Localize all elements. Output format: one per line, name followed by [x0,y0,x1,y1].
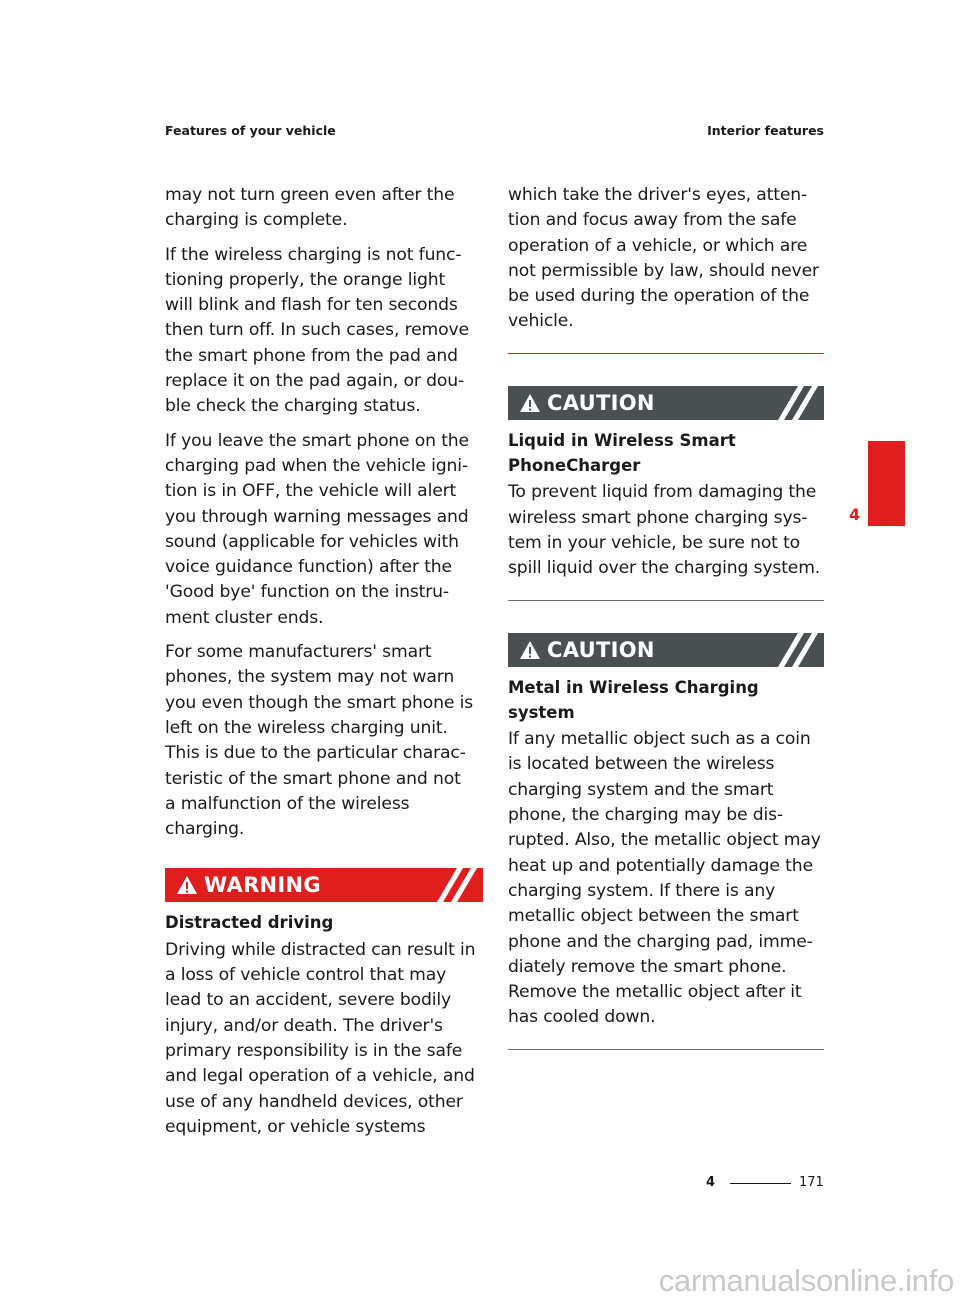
text-line: phone and the charging pad, imme- [508,931,813,952]
caution-body [508,727,824,1031]
warning-end-rule [508,353,824,354]
text-line: has cooled down. [508,1007,656,1028]
text-line: a malfunction of the wireless [165,793,410,814]
text-line: then turn off. In such cases, remove [165,320,469,341]
text-line: sound (applicable for vehicles with [165,531,459,552]
text-line: replace it on the pad again, or dou- [165,371,465,392]
text-line: and legal operation of a vehicle, and [165,1066,475,1087]
text-line: metallic object between the smart [508,906,799,927]
caution-label: CAUTION [547,390,655,415]
text-line: you even though the smart phone is [165,692,474,713]
text-line: charging system. If there is any [508,880,776,901]
warning-body-continued [508,183,824,335]
text-line: injury, and/or death. The driver's [165,1015,443,1036]
text-line: be used during the operation of the [508,286,810,307]
text-line: vehicle. [508,311,574,332]
text-line: is located between the wireless [508,754,775,775]
text-line: tem in your vehicle, be sure not to [508,532,801,553]
warning-triangle-icon [176,875,198,895]
footer-page-number: 171 [799,1175,824,1190]
text-line: tion and focus away from the safe [508,210,797,231]
text-line: charging is complete. [165,210,348,231]
text-line: This is due to the particular charac- [165,743,466,764]
text-line: If you leave the smart phone on the [165,430,469,451]
text-line: To prevent liquid from damaging the [508,482,817,503]
body-paragraph [165,429,483,631]
caution-body [508,480,824,581]
text-line: equipment, or vehicle systems [165,1116,426,1137]
text-line: For some manufacturers' smart [165,642,432,663]
banner-slash-decoration [764,386,824,420]
warning-label: WARNING [204,873,321,898]
banner-slash-decoration [423,868,483,902]
text-line: charging. [165,819,245,840]
footer-chapter-number: 4 [706,1175,716,1190]
caution-banner-1 [508,386,824,420]
left-column [165,183,483,1149]
text-line: voice guidance function) after the [165,557,452,578]
text-line: If any metallic object such as a coin [508,729,811,750]
text-line: heat up and potentially damage the [508,855,813,876]
text-line: If the wireless charging is not func- [165,244,462,265]
warning-triangle-icon [519,393,541,413]
caution-title [508,675,824,726]
text-line: teristic of the smart phone and not [165,768,461,789]
warning-banner [165,868,483,902]
body-paragraph [165,183,483,234]
caution-label: CAUTION [547,637,655,662]
caution-title [508,428,824,479]
text-line: primary responsibility is in the safe [165,1040,463,1061]
page-header-right: Interior features [707,123,824,138]
text-line: tion is in OFF, the vehicle will alert [165,481,457,502]
text-line: you through warning messages and [165,506,469,527]
text-line: may not turn green even after the [165,185,455,205]
text-line: spill liquid over the charging system. [508,558,821,579]
text-line: Driving while distracted can result in [165,939,476,960]
warning-triangle-icon [519,640,541,660]
watermark-text: carmanualsonline.info [658,1263,954,1298]
text-line: wireless smart phone charging sys- [508,507,808,528]
banner-slash-decoration [764,633,824,667]
text-line: Charger [566,456,641,476]
body-paragraph [165,243,483,420]
text-line: rupted. Also, the metallic object may [508,830,821,851]
page-header-left: Features of your vehicle [165,123,336,138]
right-column [508,183,824,1050]
text-line: 'Good bye' function on the instru- [165,582,449,603]
body-paragraph [165,640,483,842]
chapter-side-tab-number: 4 [849,505,861,524]
text-line: charging pad when the vehicle igni- [165,455,468,476]
text-line: Liquid in Wireless Smart Phone [508,430,736,476]
text-line: Metal in Wireless Charging system [508,677,759,722]
text-line: lead to an accident, severe bodily [165,990,452,1011]
text-line: diately remove the smart phone. [508,956,787,977]
footer-divider [730,1183,791,1184]
text-line: Remove the metallic object after it [508,982,802,1003]
text-line: a loss of vehicle control that may [165,965,447,986]
text-line: left on the wireless charging unit. [165,717,448,738]
text-line: which take the driver's eyes, atten- [508,185,808,205]
chapter-side-tab [868,441,905,526]
text-line: operation of a vehicle, or which are [508,235,808,256]
caution-end-rule [508,1049,824,1050]
text-line: ble check the charging status. [165,396,421,417]
caution-end-rule [508,600,824,601]
text-line: phones, the system may not warn [165,667,455,688]
text-line: not permissible by law, should never [508,260,819,281]
warning-body [165,938,483,1140]
text-line: tioning properly, the orange light [165,269,446,290]
caution-banner-2 [508,633,824,667]
text-line: charging system and the smart [508,779,774,800]
left-paragraphs [165,183,483,842]
text-line: will blink and flash for ten seconds [165,295,458,316]
text-line: the smart phone from the pad and [165,345,458,366]
warning-title: Distracted driving [165,913,334,933]
text-line: use of any handheld devices, other [165,1091,463,1112]
text-line: phone, the charging may be dis- [508,805,784,826]
text-line: ment cluster ends. [165,607,324,628]
